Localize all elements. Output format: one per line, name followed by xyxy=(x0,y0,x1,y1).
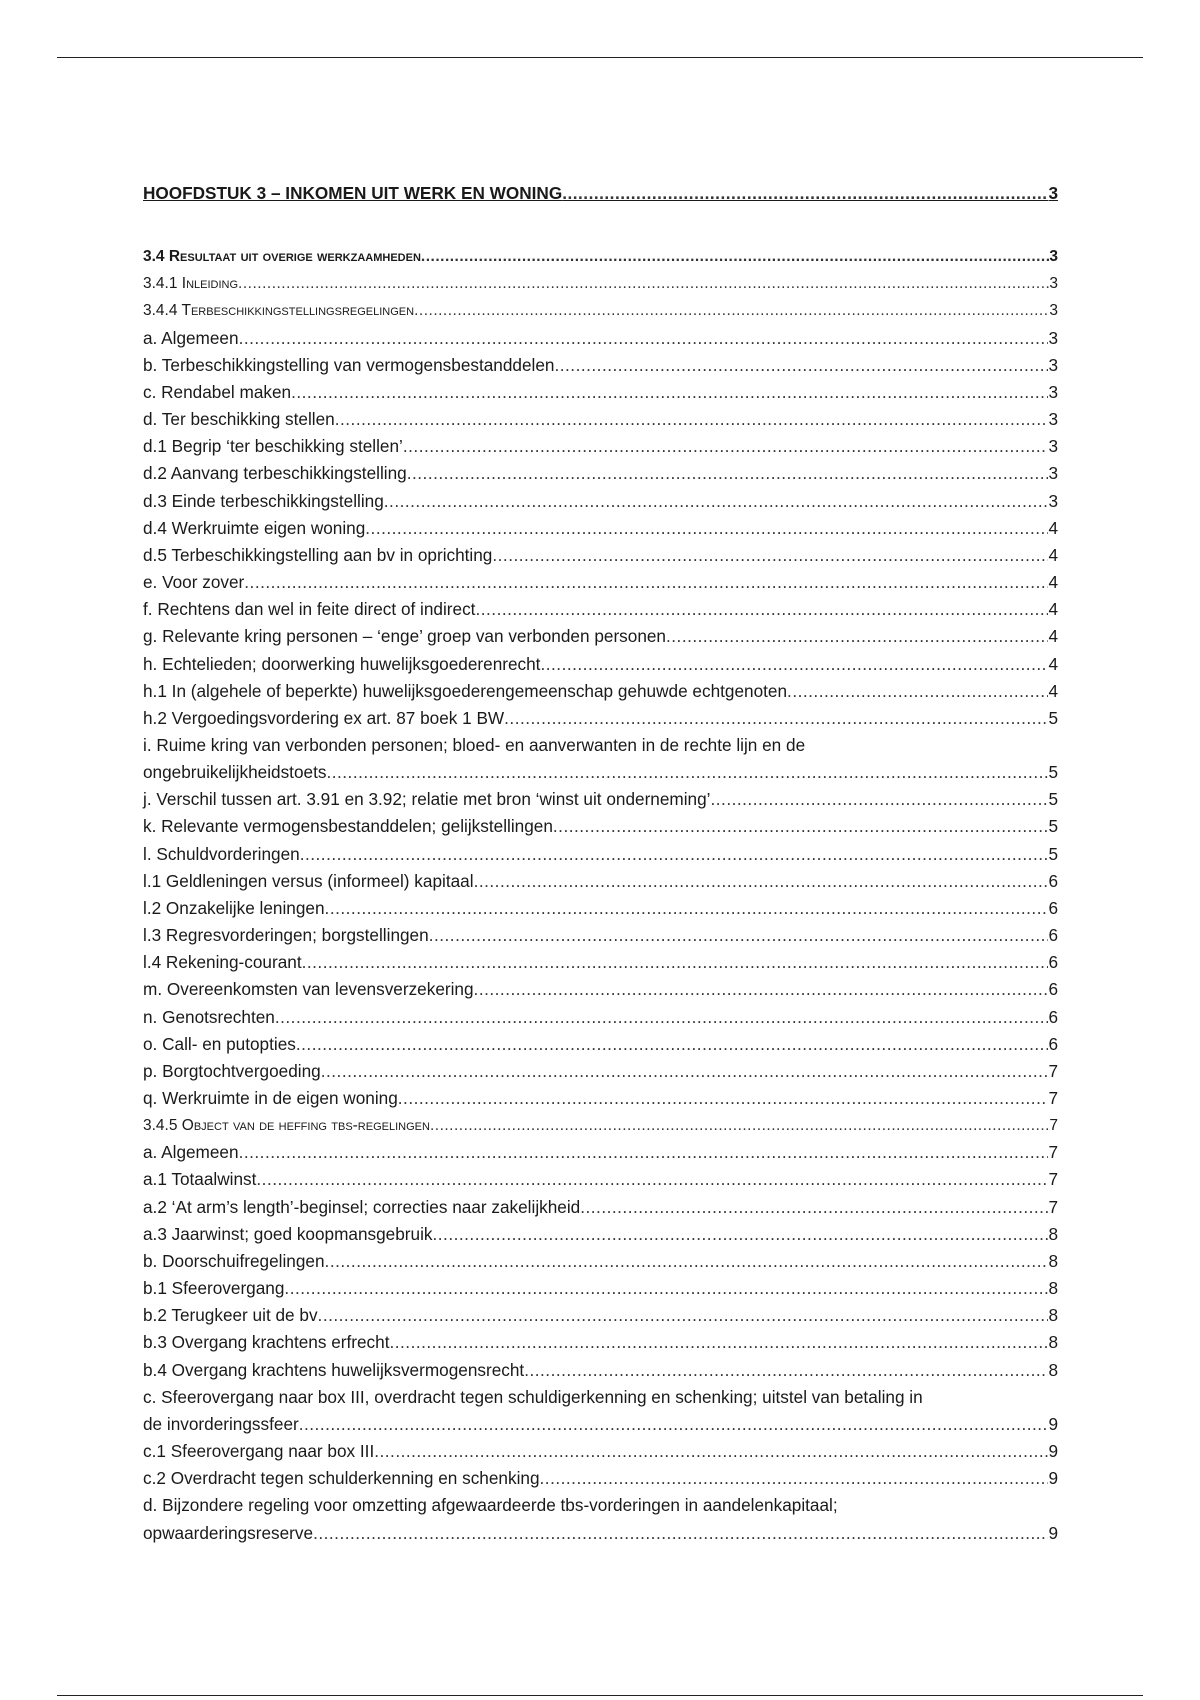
toc-leader-dots xyxy=(296,1031,1049,1058)
toc-leader-dots xyxy=(711,786,1049,813)
toc-leader-dots xyxy=(302,949,1049,976)
toc-page-number: 7 xyxy=(1048,1060,1058,1081)
toc-page-number: 7 xyxy=(1048,1196,1058,1217)
toc-entry-text: h.1 In (algehele of beperkte) huwelijksgoederengemeenschap gehuwde echtgenoten xyxy=(143,680,788,701)
toc-entry[interactable] xyxy=(143,1112,1058,1139)
toc-entry[interactable] xyxy=(143,406,1058,433)
toc-entry-text: 3.4 Resultaat uit overige werkzaamheden xyxy=(143,248,421,266)
toc-leader-dots xyxy=(429,922,1049,949)
toc-entry-text: 3.4.5 Object van de heffing tbs-regelingen xyxy=(143,1117,430,1135)
toc-entry-first-line[interactable]: i. Ruime kring van verbonden personen; bloed- en aanverwanten in de rechte lijn en de xyxy=(143,734,806,755)
toc-page-number: 6 xyxy=(1048,1033,1058,1054)
toc-entry-first-line[interactable]: d. Bijzondere regeling voor omzetting afgewaardeerde tbs-vorderingen in aandelenkapitaal; xyxy=(143,1495,838,1516)
toc-page-number: 6 xyxy=(1048,1006,1058,1027)
toc-page-number: 3 xyxy=(1048,381,1058,402)
toc-page-number: 8 xyxy=(1048,1223,1058,1244)
toc-leader-dots xyxy=(291,379,1048,406)
toc-leader-dots xyxy=(239,1139,1049,1166)
toc-leader-dots xyxy=(384,488,1049,515)
toc-leader-dots xyxy=(244,569,1048,596)
toc-page-number: 4 xyxy=(1048,653,1058,674)
toc-entry[interactable] xyxy=(143,596,1058,623)
toc-entry[interactable] xyxy=(143,1248,1058,1275)
toc-entry[interactable] xyxy=(143,841,1058,868)
toc-page-number: 8 xyxy=(1048,1359,1058,1380)
toc-entry-text: p. Borgtochtvergoeding xyxy=(143,1060,321,1081)
toc-entry[interactable] xyxy=(143,1004,1058,1031)
toc-entry[interactable] xyxy=(143,1058,1058,1085)
toc-entry[interactable] xyxy=(143,1166,1058,1193)
toc-entry[interactable] xyxy=(143,460,1058,487)
toc-leader-dots xyxy=(365,515,1048,542)
toc-page-number: 4 xyxy=(1048,572,1058,593)
toc-entry[interactable] xyxy=(143,1329,1058,1356)
toc-entry[interactable] xyxy=(143,949,1058,976)
toc-leader-dots xyxy=(421,243,1049,270)
toc-leader-dots xyxy=(326,759,1048,786)
toc-leader-dots xyxy=(553,813,1049,840)
toc-entry[interactable] xyxy=(143,1411,1058,1438)
toc-entry-text: e. Voor zover xyxy=(143,572,245,593)
toc-leader-dots xyxy=(300,841,1049,868)
toc-page-number: 7 xyxy=(1048,1142,1058,1163)
toc-page-number: 5 xyxy=(1048,762,1058,783)
toc-leader-dots xyxy=(580,1194,1048,1221)
toc-entry[interactable] xyxy=(143,1221,1058,1248)
toc-entry-text: b.1 Sfeerovergang xyxy=(143,1278,285,1299)
toc-entry[interactable] xyxy=(143,243,1058,270)
toc-entry-text: j. Verschil tussen art. 3.91 en 3.92; relatie met bron ‘winst uit onderneming’ xyxy=(143,789,711,810)
toc-entry-text: c.2 Overdracht tegen schulderkenning en schenking xyxy=(143,1468,540,1489)
toc-leader-dots xyxy=(524,1357,1048,1384)
toc-entry-text: l.4 Rekening-courant xyxy=(143,952,302,973)
toc-entry-text: o. Call- en putopties xyxy=(143,1033,296,1054)
toc-entry[interactable] xyxy=(143,786,1058,813)
footer-rule xyxy=(57,1695,1143,1696)
toc-entry[interactable] xyxy=(143,1085,1058,1112)
toc-entry-text: a.2 ‘At arm’s length’-beginsel; correcties naar zakelijkheid xyxy=(143,1196,581,1217)
toc-page-number: 6 xyxy=(1048,897,1058,918)
toc-leader-dots xyxy=(474,976,1049,1003)
toc-entry[interactable] xyxy=(143,488,1058,515)
toc-leader-dots xyxy=(335,406,1049,433)
toc-page-number: 3 xyxy=(1048,463,1058,484)
toc-entry-text: d.5 Terbeschikkingstelling aan bv in oprichting xyxy=(143,544,493,565)
toc-entry-text: a.3 Jaarwinst; goed koopmansgebruik xyxy=(143,1223,433,1244)
toc-entry-text: d.4 Werkruimte eigen woning xyxy=(143,517,366,538)
toc-leader-dots xyxy=(403,433,1049,460)
toc-entry-text: d. Ter beschikking stellen xyxy=(143,409,335,430)
toc-entry-first-line[interactable]: c. Sfeerovergang naar box III, overdracht tegen schuldigerkenning en schenking; uitstel van betaling in xyxy=(143,1386,923,1407)
toc-page-number: 5 xyxy=(1048,789,1058,810)
toc-leader-dots xyxy=(239,325,1049,352)
toc-entry-text: b. Doorschuifregelingen xyxy=(143,1250,325,1271)
toc-entry[interactable] xyxy=(143,270,1058,297)
toc-entry-list xyxy=(143,243,1058,1547)
toc-entry[interactable] xyxy=(143,515,1058,542)
toc-page-number: 5 xyxy=(1048,843,1058,864)
toc-page-number: 8 xyxy=(1048,1305,1058,1326)
toc-leader-dots xyxy=(275,1004,1049,1031)
toc-entry[interactable] xyxy=(143,623,1058,650)
toc-entry-text: a.1 Totaalwinst xyxy=(143,1169,257,1190)
toc-entry-text: b.3 Overgang krachtens erfrecht xyxy=(143,1332,390,1353)
toc-leader-dots xyxy=(407,460,1049,487)
toc-page-number: 4 xyxy=(1048,626,1058,647)
toc-entry-text: b.2 Terugkeer uit de bv xyxy=(143,1305,318,1326)
toc-entry-text: 3.4.4 Terbeschikkingstellingsregelingen xyxy=(143,302,415,320)
toc-leader-dots xyxy=(284,1275,1048,1302)
toc-leader-dots xyxy=(389,1329,1048,1356)
toc-page-number: 5 xyxy=(1048,707,1058,728)
toc-page-number: 6 xyxy=(1048,870,1058,891)
toc-leader-dots xyxy=(299,1411,1049,1438)
toc-entry-text: l.2 Onzakelijke leningen xyxy=(143,897,325,918)
table-of-contents xyxy=(143,180,1058,1547)
toc-leader-dots xyxy=(554,352,1048,379)
toc-entry-text: n. Genotsrechten xyxy=(143,1006,275,1027)
toc-entry[interactable] xyxy=(143,352,1058,379)
toc-page-number: 8 xyxy=(1048,1332,1058,1353)
toc-page-number: 3 xyxy=(1049,275,1058,293)
toc-page-number: 3 xyxy=(1048,327,1058,348)
toc-page-number: 4 xyxy=(1048,517,1058,538)
toc-entry-text: ongebruikelijkheidstoets xyxy=(143,762,327,783)
toc-entry-text: f. Rechtens dan wel in feite direct of indirect xyxy=(143,599,476,620)
toc-entry[interactable] xyxy=(143,433,1058,460)
header-rule xyxy=(57,57,1143,58)
toc-entry-text: l. Schuldvorderingen xyxy=(143,843,300,864)
toc-entry-text: b. Terbeschikkingstelling van vermogensbestanddelen xyxy=(143,354,555,375)
toc-leader-dots xyxy=(540,1465,1049,1492)
toc-page-number: 9 xyxy=(1048,1522,1058,1543)
toc-page-number: 7 xyxy=(1048,1169,1058,1190)
toc-entry[interactable] xyxy=(143,569,1058,596)
toc-page-number: 9 xyxy=(1048,1441,1058,1462)
toc-entry-text: h. Echtelieden; doorwerking huwelijksgoederenrecht xyxy=(143,653,541,674)
toc-leader-dots xyxy=(504,705,1048,732)
toc-entry[interactable] xyxy=(143,1139,1058,1166)
toc-leader-dots xyxy=(256,1166,1048,1193)
toc-entry-text: b.4 Overgang krachtens huwelijksvermogensrecht xyxy=(143,1359,525,1380)
toc-entry[interactable] xyxy=(143,1194,1058,1221)
toc-leader-dots xyxy=(475,596,1048,623)
toc-page-number: 3 xyxy=(1049,248,1058,266)
toc-entry-text: l.3 Regresvorderingen; borgstellingen xyxy=(143,925,429,946)
toc-entry[interactable] xyxy=(143,678,1058,705)
toc-page-number: 8 xyxy=(1048,1250,1058,1271)
toc-leader-dots xyxy=(666,623,1048,650)
toc-entry[interactable] xyxy=(143,651,1058,678)
toc-page-number: 3 xyxy=(1048,436,1058,457)
toc-leader-dots xyxy=(433,1221,1049,1248)
toc-leader-dots xyxy=(374,1438,1048,1465)
toc-entry[interactable] xyxy=(143,1302,1058,1329)
toc-page-number: 5 xyxy=(1048,816,1058,837)
toc-leader-dots xyxy=(238,270,1049,297)
toc-entry[interactable] xyxy=(143,922,1058,949)
toc-entry-text: HOOFDSTUK 3 – INKOMEN UIT WERK EN WONING xyxy=(143,183,563,203)
toc-page-number: 4 xyxy=(1048,599,1058,620)
toc-page-number: 6 xyxy=(1048,952,1058,973)
toc-leader-dots xyxy=(562,180,1048,207)
toc-entry-text: q. Werkruimte in de eigen woning xyxy=(143,1088,398,1108)
toc-leader-dots xyxy=(313,1520,1048,1547)
toc-page-number: 7 xyxy=(1048,1088,1058,1108)
toc-entry[interactable] xyxy=(143,1520,1058,1547)
toc-leader-dots xyxy=(325,1248,1049,1275)
toc-entry[interactable] xyxy=(143,895,1058,922)
toc-page-number: 6 xyxy=(1048,925,1058,946)
toc-page-number: 9 xyxy=(1048,1413,1058,1434)
toc-leader-dots xyxy=(474,868,1049,895)
toc-page-number: 4 xyxy=(1048,680,1058,701)
toc-entry-text: d.1 Begrip ‘ter beschikking stellen’ xyxy=(143,436,403,457)
toc-entry-text: opwaarderingsreserve xyxy=(143,1522,314,1543)
toc-entry[interactable] xyxy=(143,1275,1058,1302)
toc-page-number: 9 xyxy=(1048,1468,1058,1489)
toc-page-number: 3 xyxy=(1048,409,1058,430)
toc-leader-dots xyxy=(540,651,1048,678)
toc-entry-text: de invorderingssfeer xyxy=(143,1413,299,1434)
toc-entry-text: l.1 Geldleningen versus (informeel) kapitaal xyxy=(143,870,474,891)
toc-entry[interactable] xyxy=(143,1031,1058,1058)
toc-leader-dots xyxy=(430,1112,1049,1139)
toc-leader-dots xyxy=(318,1302,1049,1329)
toc-page-number: 4 xyxy=(1048,544,1058,565)
toc-entry[interactable] xyxy=(143,379,1058,406)
toc-leader-dots xyxy=(492,542,1048,569)
toc-entry-text: h.2 Vergoedingsvordering ex art. 87 boek 1 BW xyxy=(143,707,505,728)
toc-entry-text: 3.4.1 Inleiding xyxy=(143,275,239,293)
toc-entry-text: a. Algemeen xyxy=(143,327,239,348)
toc-entry[interactable] xyxy=(143,1438,1058,1465)
toc-chapter-entry[interactable] xyxy=(143,180,1058,207)
toc-entry-text: c.1 Sfeerovergang naar box III xyxy=(143,1441,375,1462)
toc-leader-dots xyxy=(321,1058,1049,1085)
toc-entry[interactable] xyxy=(143,297,1058,324)
toc-entry-text: g. Relevante kring personen – ‘enge’ groep van verbonden personen xyxy=(143,626,666,647)
toc-page-number: 8 xyxy=(1048,1278,1058,1299)
toc-entry[interactable] xyxy=(143,1357,1058,1384)
toc-leader-dots xyxy=(325,895,1049,922)
toc-entry[interactable] xyxy=(143,542,1058,569)
toc-entry[interactable] xyxy=(143,813,1058,840)
toc-entry[interactable] xyxy=(143,976,1058,1003)
toc-leader-dots xyxy=(414,297,1049,324)
toc-entry[interactable] xyxy=(143,759,1058,786)
toc-page-number: 3 xyxy=(1048,490,1058,511)
toc-page-number: 6 xyxy=(1048,979,1058,1000)
toc-entry-text: m. Overeenkomsten van levensverzekering xyxy=(143,979,474,1000)
toc-entry-text: d.2 Aanvang terbeschikkingstelling xyxy=(143,463,407,484)
toc-entry-text: d.3 Einde terbeschikkingstelling xyxy=(143,490,384,511)
toc-entry[interactable] xyxy=(143,705,1058,732)
toc-entry[interactable] xyxy=(143,325,1058,352)
toc-leader-dots xyxy=(398,1085,1049,1112)
toc-leader-dots xyxy=(787,678,1048,705)
toc-page-number: 7 xyxy=(1049,1117,1058,1135)
toc-page-number: 3 xyxy=(1049,302,1058,320)
toc-entry-text: c. Rendabel maken xyxy=(143,381,292,402)
toc-entry-text: k. Relevante vermogensbestanddelen; gelijkstellingen xyxy=(143,816,553,837)
toc-entry-text: a. Algemeen xyxy=(143,1142,239,1163)
toc-entry[interactable] xyxy=(143,868,1058,895)
toc-page-number: 3 xyxy=(1048,354,1058,375)
toc-entry[interactable] xyxy=(143,1465,1058,1492)
toc-page-number: 3 xyxy=(1048,183,1058,203)
